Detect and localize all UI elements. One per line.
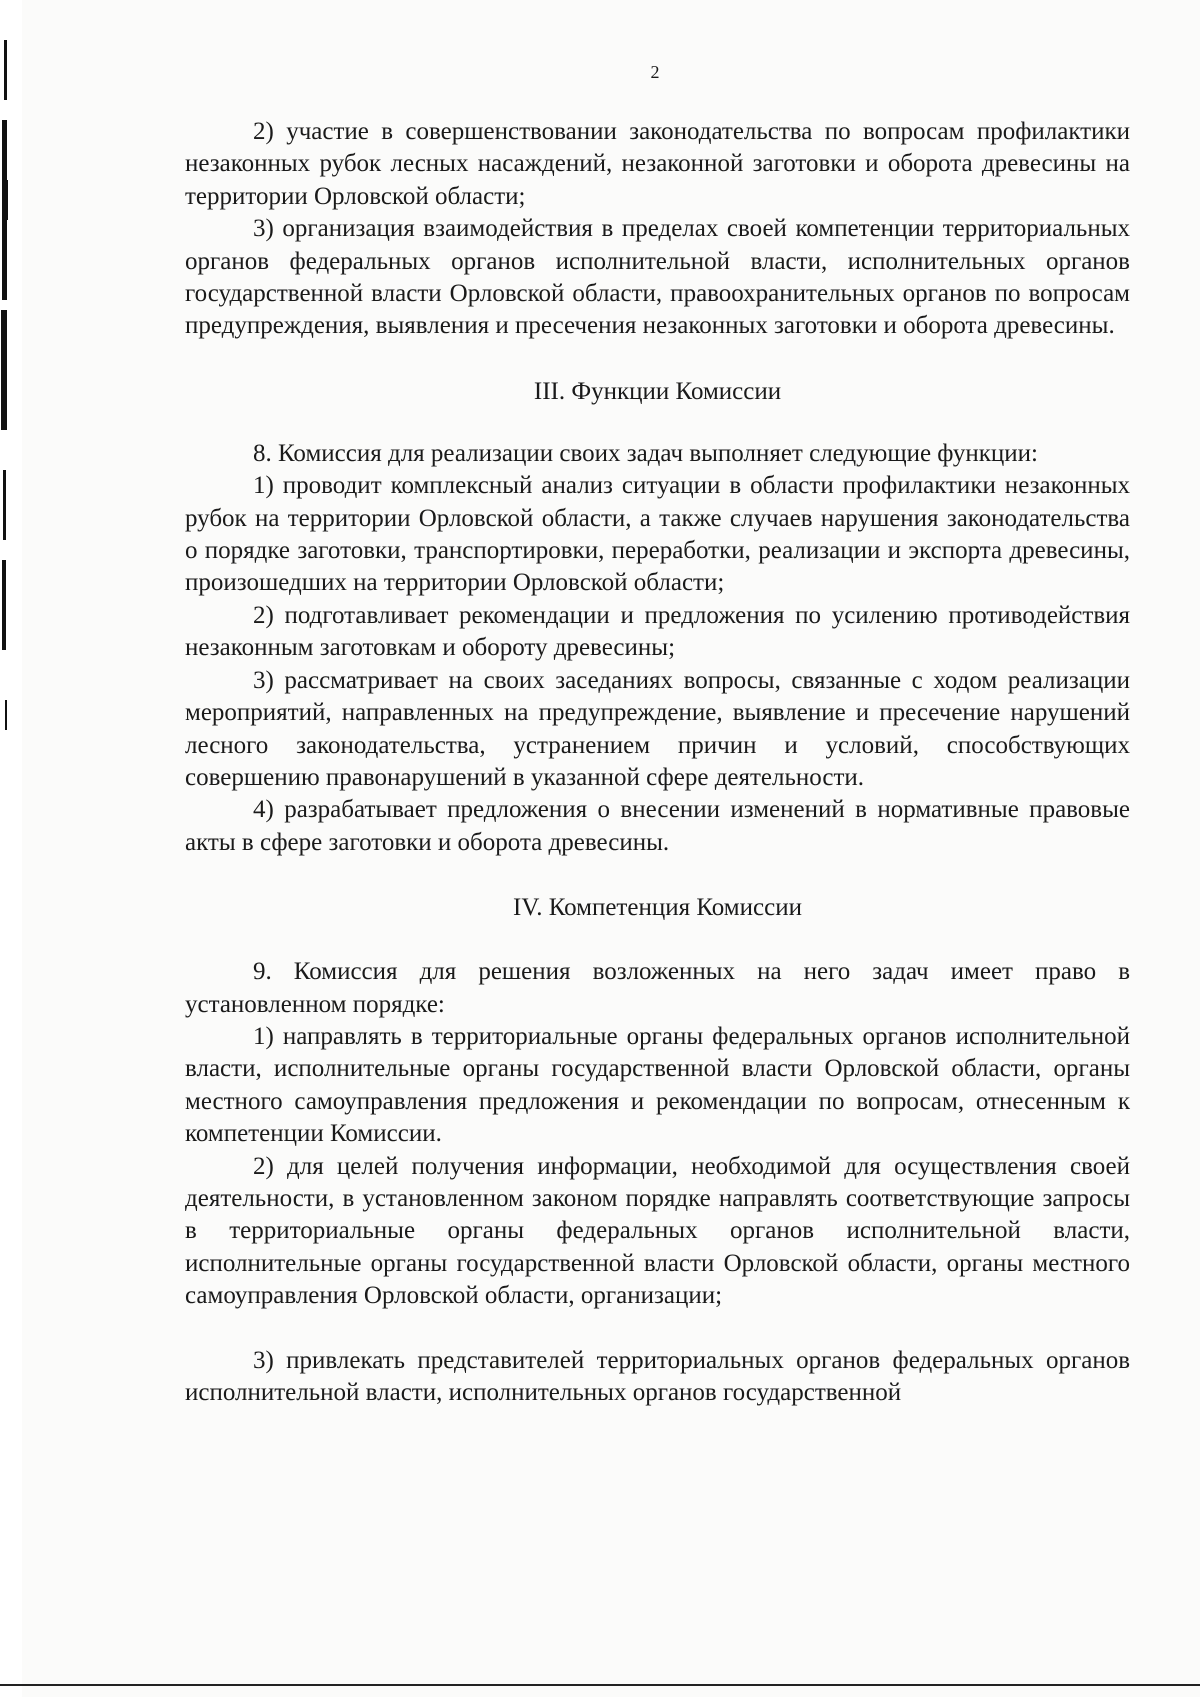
page-number: 2 [650, 62, 660, 82]
page-bottom-rule [0, 1684, 1200, 1686]
document-body [185, 116, 1130, 1409]
paragraph: 3) рассматривает на своих заседаниях вопросы, связанные с ходом реализации мероприятий, направленных на предупреждение, выявление и пресечение нарушений лесного законодательства, устранением причин и условий, способствующих совершению правонарушений в указанной сфере деятельности. [185, 666, 1130, 791]
section-heading: IV. Компетенция Комиссии [513, 894, 802, 922]
section-heading: III. Функции Комиссии [533, 377, 782, 405]
blank-gap [185, 1313, 1130, 1345]
paragraph: 8. Комиссия для реализации своих задач выполняет следующие функции: [253, 439, 1038, 467]
paragraph: 1) проводит комплексный анализ ситуации в области профилактики незаконных рубок на территории Орловской области, а также случаев нарушения законодательства о порядке заготовки, транспортировки, переработки, реализации и экспорта древесины, произошедших на территории Орловской области; [185, 472, 1130, 597]
scan-edge-artifact [0, 0, 22, 1697]
paragraph: 2) участие в совершенствовании законодательства по вопросам профилактики незаконных рубок лесных насаждений, незаконной заготовки и оборота древесины на территории Орловской области; [185, 118, 1130, 210]
paragraph: 3) организация взаимодействия в пределах своей компетенции территориальных органов федеральных органов исполнительной власти, исполнительных органов государственной власти Орловской области, правоохранительных органов по вопросам предупреждения, выявления и пресечения незаконных заготовки и оборота древесины. [185, 215, 1130, 340]
paragraph: 2) для целей получения информации, необходимой для осуществления своей деятельности, в установленном законом порядке направлять соответствующие запросы в территориальные органы федеральных органов исполнительной власти, исполнительные органы государственной власти Орловской области, органы местного самоуправления Орловской области, организации; [185, 1152, 1130, 1310]
paragraph: 2) подготавливает рекомендации и предложения по усилению противодействия незаконным заготовкам и обороту древесины; [185, 601, 1130, 662]
paragraph: 9. Комиссия для решения возложенных на него задач имеет право в установленном порядке: [185, 958, 1130, 1018]
paragraph: 4) разрабатывает предложения о внесении изменений в нормативные правовые акты в сфере заготовки и оборота древесины. [185, 796, 1130, 856]
paragraph: 1) направлять в территориальные органы федеральных органов исполнительной власти, исполнительные органы государственной власти Орловской области, органы местного самоуправления предложения и рекомендации по вопросам, отнесенным к компетенции Комиссии. [185, 1022, 1130, 1148]
paragraph: 3) привлекать представителей территориальных органов федеральных органов исполнительной власти, исполнительных органов государственной [185, 1346, 1130, 1406]
